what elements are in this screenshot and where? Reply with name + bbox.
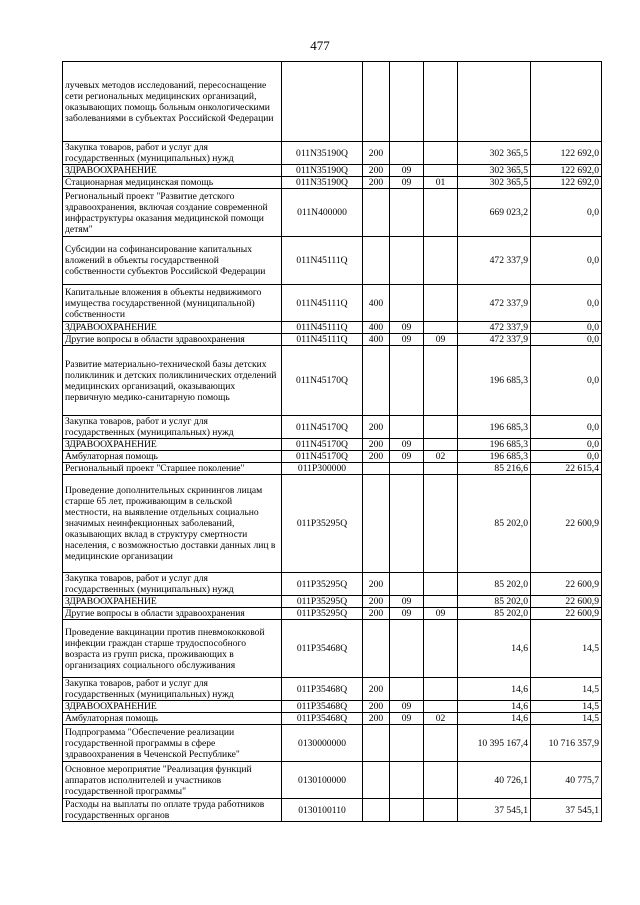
table-body (63, 62, 602, 822)
section-cell: 09 (390, 701, 424, 713)
expense-type-cell (363, 620, 390, 678)
amount-year2-cell: 14,5 (531, 701, 602, 713)
section-cell: 09 (390, 165, 424, 177)
amount-year1-cell: 14,6 (458, 701, 531, 713)
subsection-cell: 02 (424, 713, 458, 725)
table-row (63, 322, 602, 334)
section-cell (390, 725, 424, 762)
amount-year1-cell: 85 216,6 (458, 463, 531, 475)
amount-year2-cell (531, 62, 602, 142)
amount-year1-cell: 669 023,2 (458, 189, 531, 237)
section-cell (390, 573, 424, 596)
table-row (63, 762, 602, 799)
table-row (63, 799, 602, 822)
table-row (63, 725, 602, 762)
description-cell: Субсидии на софинансирование капитальных вложений в объекты государственной собственности субъектов Российской Федерации (63, 237, 282, 285)
section-cell: 09 (390, 713, 424, 725)
description-cell: Основное мероприятие "Реализация функций аппаратов исполнителей и участников государственной программы" (63, 762, 282, 799)
amount-year2-cell: 37 545,1 (531, 799, 602, 822)
section-cell (390, 678, 424, 701)
description-cell: Закупка товаров, работ и услуг для государственных (муниципальных) нужд (63, 678, 282, 701)
amount-year2-cell: 22 600,9 (531, 573, 602, 596)
amount-year1-cell: 85 202,0 (458, 608, 531, 620)
expense-type-cell: 200 (363, 451, 390, 463)
table-row (63, 475, 602, 573)
description-cell: Региональный проект "Развитие детского здравоохранения, включая создание современной инфраструктуры оказания медицинской помощи детям" (63, 189, 282, 237)
amount-year2-cell: 14,5 (531, 620, 602, 678)
amount-year2-cell: 10 716 357,9 (531, 725, 602, 762)
subsection-cell (424, 573, 458, 596)
description-cell: Проведение вакцинации против пневмококковой инфекции граждан старше трудоспособного возраста из групп риска, проживающих в организациях социального обслуживания (63, 620, 282, 678)
description-cell: ЗДРАВООХРАНЕНИЕ (63, 596, 282, 608)
expense-type-cell: 200 (363, 573, 390, 596)
description-cell: ЗДРАВООХРАНЕНИЕ (63, 439, 282, 451)
table-row (63, 678, 602, 701)
target-code-cell: 011P35468Q (282, 620, 363, 678)
amount-year1-cell (458, 62, 531, 142)
expense-type-cell: 200 (363, 177, 390, 189)
subsection-cell (424, 701, 458, 713)
description-cell: ЗДРАВООХРАНЕНИЕ (63, 165, 282, 177)
amount-year2-cell: 14,5 (531, 713, 602, 725)
target-code-cell: 011P35295Q (282, 608, 363, 620)
section-cell (390, 620, 424, 678)
section-cell: 09 (390, 334, 424, 346)
amount-year1-cell: 37 545,1 (458, 799, 531, 822)
target-code-cell: 011N400000 (282, 189, 363, 237)
amount-year2-cell: 22 600,9 (531, 608, 602, 620)
amount-year2-cell: 122 692,0 (531, 165, 602, 177)
amount-year2-cell: 40 775,7 (531, 762, 602, 799)
section-cell (390, 285, 424, 322)
description-cell: Закупка товаров, работ и услуг для государственных (муниципальных) нужд (63, 142, 282, 165)
amount-year2-cell: 0,0 (531, 416, 602, 439)
target-code-cell: 011N45170Q (282, 439, 363, 451)
subsection-cell (424, 596, 458, 608)
expense-type-cell (363, 237, 390, 285)
expense-type-cell: 400 (363, 322, 390, 334)
target-code-cell: 011N45111Q (282, 334, 363, 346)
amount-year2-cell: 0,0 (531, 346, 602, 416)
table-row (63, 620, 602, 678)
table-row (63, 439, 602, 451)
amount-year1-cell: 14,6 (458, 620, 531, 678)
table-row (63, 463, 602, 475)
expense-type-cell: 200 (363, 596, 390, 608)
expense-type-cell: 200 (363, 713, 390, 725)
expense-type-cell: 200 (363, 701, 390, 713)
description-cell: Капитальные вложения в объекты недвижимого имущества государственной (муниципальной) собственности (63, 285, 282, 322)
section-cell: 09 (390, 608, 424, 620)
amount-year1-cell: 472 337,9 (458, 285, 531, 322)
subsection-cell (424, 463, 458, 475)
table-row (63, 177, 602, 189)
description-cell: Подпрограмма "Обеспечение реализации государственной программы в сфере здравоохранения в Чеченской Республике" (63, 725, 282, 762)
target-code-cell: 0130000000 (282, 725, 363, 762)
amount-year1-cell: 85 202,0 (458, 573, 531, 596)
amount-year1-cell: 472 337,9 (458, 322, 531, 334)
amount-year1-cell: 10 395 167,4 (458, 725, 531, 762)
amount-year2-cell: 14,5 (531, 678, 602, 701)
description-cell: Другие вопросы в области здравоохранения (63, 608, 282, 620)
amount-year1-cell: 302 365,5 (458, 177, 531, 189)
subsection-cell (424, 725, 458, 762)
target-code-cell: 011N45170Q (282, 346, 363, 416)
section-cell: 09 (390, 439, 424, 451)
expense-type-cell: 200 (363, 678, 390, 701)
table-row (63, 237, 602, 285)
subsection-cell: 02 (424, 451, 458, 463)
subsection-cell (424, 165, 458, 177)
section-cell: 09 (390, 596, 424, 608)
amount-year2-cell: 0,0 (531, 334, 602, 346)
description-cell: Проведение дополнительных скринингов лицам старше 65 лет, проживающим в сельской местности, на выявление отдельных социально значимых неинфекционных заболеваний, оказывающих вклад в структуру смертности населения, с возможностью доставки данных лиц в медицинские организации (63, 475, 282, 573)
subsection-cell (424, 799, 458, 822)
target-code-cell: 011P35468Q (282, 713, 363, 725)
amount-year1-cell: 14,6 (458, 678, 531, 701)
amount-year1-cell: 40 726,1 (458, 762, 531, 799)
subsection-cell: 09 (424, 334, 458, 346)
description-cell: Другие вопросы в области здравоохранения (63, 334, 282, 346)
amount-year2-cell: 22 600,9 (531, 596, 602, 608)
amount-year2-cell: 22 600,9 (531, 475, 602, 573)
description-cell: Развитие материально-технической базы детских поликлиник и детских поликлинических отделений медицинских организаций, оказывающих первичную медико-санитарную помощь (63, 346, 282, 416)
expense-type-cell (363, 62, 390, 142)
amount-year1-cell: 196 685,3 (458, 439, 531, 451)
amount-year1-cell: 85 202,0 (458, 475, 531, 573)
subsection-cell (424, 762, 458, 799)
amount-year2-cell: 122 692,0 (531, 177, 602, 189)
amount-year2-cell: 122 692,0 (531, 142, 602, 165)
subsection-cell (424, 678, 458, 701)
section-cell (390, 475, 424, 573)
description-cell: Закупка товаров, работ и услуг для государственных (муниципальных) нужд (63, 573, 282, 596)
description-cell: лучевых методов исследований, пересоснащение сети региональных медицинских организаций, оказывающих помощь больным онкологическими заболеваниями в субъектах Российской Федерации (63, 62, 282, 142)
subsection-cell (424, 416, 458, 439)
table-row (63, 62, 602, 142)
table-row (63, 416, 602, 439)
description-cell: Расходы на выплаты по оплате труда работников государственных органов (63, 799, 282, 822)
table-row (63, 608, 602, 620)
target-code-cell: 011N45111Q (282, 285, 363, 322)
table-row (63, 165, 602, 177)
amount-year2-cell: 0,0 (531, 237, 602, 285)
subsection-cell (424, 439, 458, 451)
table-row (63, 713, 602, 725)
table-row (63, 573, 602, 596)
section-cell (390, 189, 424, 237)
subsection-cell: 01 (424, 177, 458, 189)
amount-year1-cell: 196 685,3 (458, 451, 531, 463)
description-cell: Закупка товаров, работ и услуг для государственных (муниципальных) нужд (63, 416, 282, 439)
page-number: 477 (310, 38, 330, 53)
section-cell: 09 (390, 451, 424, 463)
amount-year2-cell: 0,0 (531, 285, 602, 322)
table-row (63, 142, 602, 165)
expense-type-cell (363, 463, 390, 475)
amount-year1-cell: 302 365,5 (458, 165, 531, 177)
expense-type-cell (363, 762, 390, 799)
amount-year1-cell: 472 337,9 (458, 237, 531, 285)
expense-type-cell (363, 475, 390, 573)
subsection-cell (424, 620, 458, 678)
description-cell: Амбулаторная помощь (63, 713, 282, 725)
section-cell (390, 237, 424, 285)
amount-year2-cell: 0,0 (531, 439, 602, 451)
target-code-cell: 011N45170Q (282, 451, 363, 463)
amount-year1-cell: 196 685,3 (458, 346, 531, 416)
target-code-cell: 011P35468Q (282, 701, 363, 713)
subsection-cell (424, 189, 458, 237)
subsection-cell: 09 (424, 608, 458, 620)
target-code-cell: 011N45170Q (282, 416, 363, 439)
amount-year2-cell: 0,0 (531, 189, 602, 237)
section-cell: 09 (390, 322, 424, 334)
target-code-cell (282, 62, 363, 142)
expense-type-cell (363, 189, 390, 237)
expense-type-cell: 200 (363, 165, 390, 177)
section-cell (390, 416, 424, 439)
target-code-cell: 011P35295Q (282, 475, 363, 573)
description-cell: ЗДРАВООХРАНЕНИЕ (63, 322, 282, 334)
target-code-cell: 011P35468Q (282, 678, 363, 701)
subsection-cell (424, 285, 458, 322)
amount-year2-cell: 22 615,4 (531, 463, 602, 475)
section-cell: 09 (390, 177, 424, 189)
subsection-cell (424, 346, 458, 416)
target-code-cell: 0130100000 (282, 762, 363, 799)
table-row (63, 346, 602, 416)
subsection-cell (424, 475, 458, 573)
target-code-cell: 011P35295Q (282, 596, 363, 608)
section-cell (390, 762, 424, 799)
table-row (63, 596, 602, 608)
budget-table (62, 61, 602, 822)
expense-type-cell: 400 (363, 285, 390, 322)
section-cell (390, 463, 424, 475)
description-cell: Стационарная медицинская помощь (63, 177, 282, 189)
amount-year1-cell: 472 337,9 (458, 334, 531, 346)
section-cell (390, 346, 424, 416)
expense-type-cell: 200 (363, 608, 390, 620)
section-cell (390, 142, 424, 165)
expense-type-cell (363, 346, 390, 416)
expense-type-cell: 200 (363, 439, 390, 451)
subsection-cell (424, 62, 458, 142)
target-code-cell: 011P35295Q (282, 573, 363, 596)
amount-year1-cell: 302 365,5 (458, 142, 531, 165)
target-code-cell: 011P300000 (282, 463, 363, 475)
expense-type-cell: 200 (363, 416, 390, 439)
amount-year1-cell: 14,6 (458, 713, 531, 725)
amount-year2-cell: 0,0 (531, 451, 602, 463)
target-code-cell: 011N35190Q (282, 165, 363, 177)
amount-year1-cell: 85 202,0 (458, 596, 531, 608)
table-row (63, 189, 602, 237)
expense-type-cell (363, 799, 390, 822)
subsection-cell (424, 322, 458, 334)
target-code-cell: 011N45111Q (282, 237, 363, 285)
subsection-cell (424, 142, 458, 165)
target-code-cell: 0130100110 (282, 799, 363, 822)
description-cell: ЗДРАВООХРАНЕНИЕ (63, 701, 282, 713)
table-row (63, 334, 602, 346)
expense-type-cell (363, 725, 390, 762)
table-row (63, 701, 602, 713)
subsection-cell (424, 237, 458, 285)
target-code-cell: 011N35190Q (282, 142, 363, 165)
target-code-cell: 011N45111Q (282, 322, 363, 334)
description-cell: Амбулаторная помощь (63, 451, 282, 463)
section-cell (390, 799, 424, 822)
expense-type-cell: 400 (363, 334, 390, 346)
table-row (63, 285, 602, 322)
table-row (63, 451, 602, 463)
description-cell: Региональный проект "Старшее поколение" (63, 463, 282, 475)
section-cell (390, 62, 424, 142)
amount-year2-cell: 0,0 (531, 322, 602, 334)
target-code-cell: 011N35190Q (282, 177, 363, 189)
amount-year1-cell: 196 685,3 (458, 416, 531, 439)
expense-type-cell: 200 (363, 142, 390, 165)
